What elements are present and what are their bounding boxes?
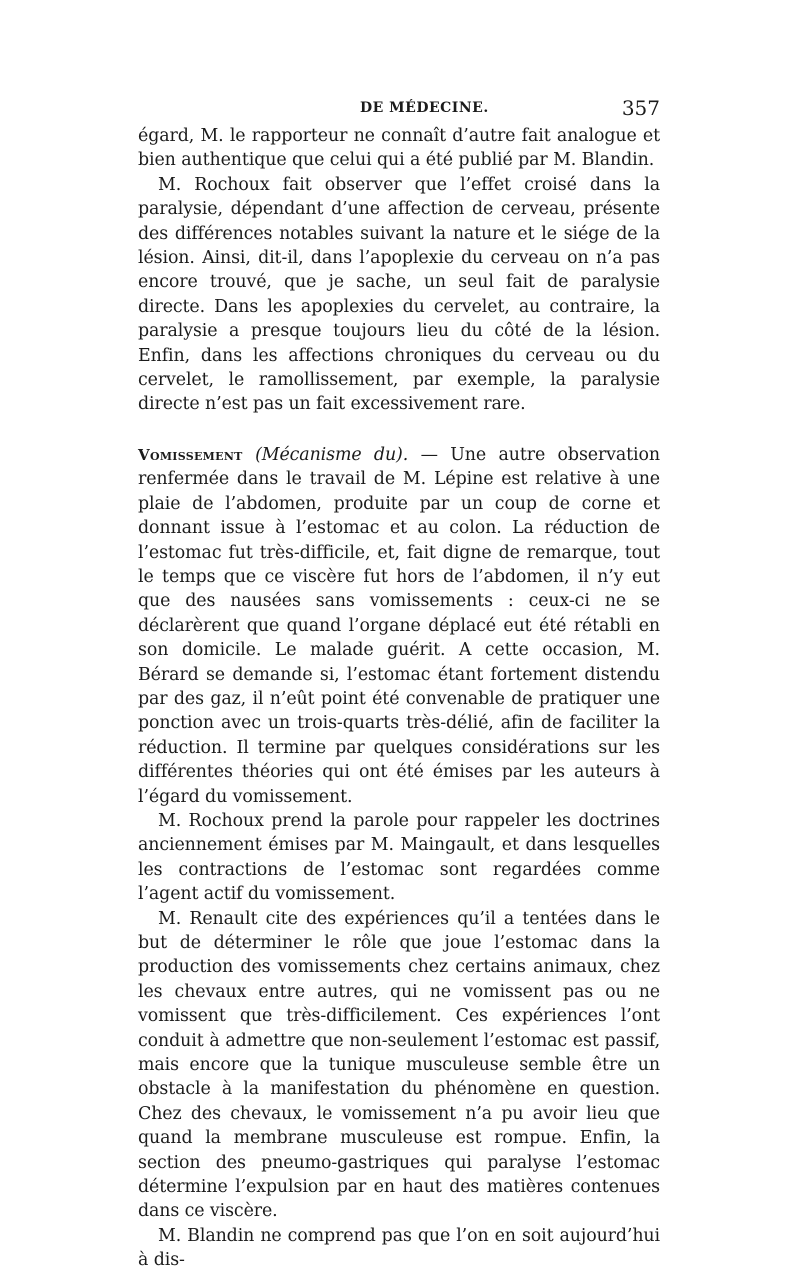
paragraph-rochoux-doctrines: M. Rochoux prend la parole pour rappeler les doctrines anciennement émises par M. Maingault, et dans lesquelles les contractions de l’estomac sont regardées comme l’agent actif du vomissement. xyxy=(138,810,660,905)
section-subheading: (Mécanisme du). xyxy=(255,444,409,465)
running-head: DE MÉDECINE. xyxy=(360,100,489,116)
paragraph-continuation: égard, M. le rapporteur ne connaît d’autre fait analogue et bien authentique que celui qui a été publié par M. Blandin. xyxy=(138,126,660,171)
page-header xyxy=(138,96,660,124)
paragraph-blandin: M. Blandin ne comprend pas que l’on en soit aujourd’hui à dis- xyxy=(138,1225,660,1271)
section-heading: Vomissement xyxy=(138,445,243,464)
section-spacer xyxy=(138,417,660,443)
page-number: 357 xyxy=(621,96,660,120)
paragraph-rochoux-paralysie: M. Rochoux fait observer que l’effet croisé dans la paralysie, dépendant d’une affection de cerveau, présente des différences notables suivant la nature et le siége de la lésion. Ainsi, dit-il, dans l’apoplexie du cerveau on n’a pas encore trouvé, que je sache, un seul fait de paralysie directe. Dans les apoplexies du cervelet, au contraire, la paralysie a presque toujours lieu du côté de la lésion. Enfin, dans les affections chroniques du cerveau ou du cervelet, le ramollissement, par exemple, la paralysie directe n’est pas un fait excessivement rare. xyxy=(138,174,660,415)
book-page xyxy=(138,96,660,1273)
section-lead-text: — Une autre observation renfermée dans le travail de M. Lépine est relative à une plaie de l’abdomen, produite par un coup de corne et donnant issue à l’estomac et au colon. La réduction de l’estomac fut très-difficile, et, fait digne de remarque, tout le temps que ce viscère fut hors de l’abdomen, il n’y eut que des nausées sans vomissements : ceux-ci ne se déclarèrent que quand l’organe déplacé eut été rétabli en son domicile. Le malade guérit. A cette occasion, M. Bérard se demande si, l’estomac étant fortement distendu par des gaz, il n’eût point été convenable de pratiquer une ponction avec un trois-quarts très-délié, afin de faciliter la réduction. Il termine par quelques considérations sur les différentes théories qui ont été émises par les auteurs à l’égard du vomissement. xyxy=(138,444,660,807)
section-paragraph xyxy=(138,443,660,809)
paragraph-renault-experiences: M. Renault cite des expériences qu’il a tentées dans le but de déterminer le rôle que joue l’estomac dans la production des vomissements chez certains animaux, chez les chevaux entre autres, qui ne vomissent pas ou ne vomissent que très-difficilement. Ces expériences l’ont conduit à admettre que non-seulement l’estomac est passif, mais encore que la tunique musculeuse semble être un obstacle à la manifestation du phénomène en question. Chez des chevaux, le vomissement n’a pu avoir lieu que quand la membrane musculeuse est rompue. Enfin, la section des pneumo-gastriques qui paralyse l’estomac détermine l’expulsion par en haut des matières contenues dans ce viscère. xyxy=(138,908,660,1222)
